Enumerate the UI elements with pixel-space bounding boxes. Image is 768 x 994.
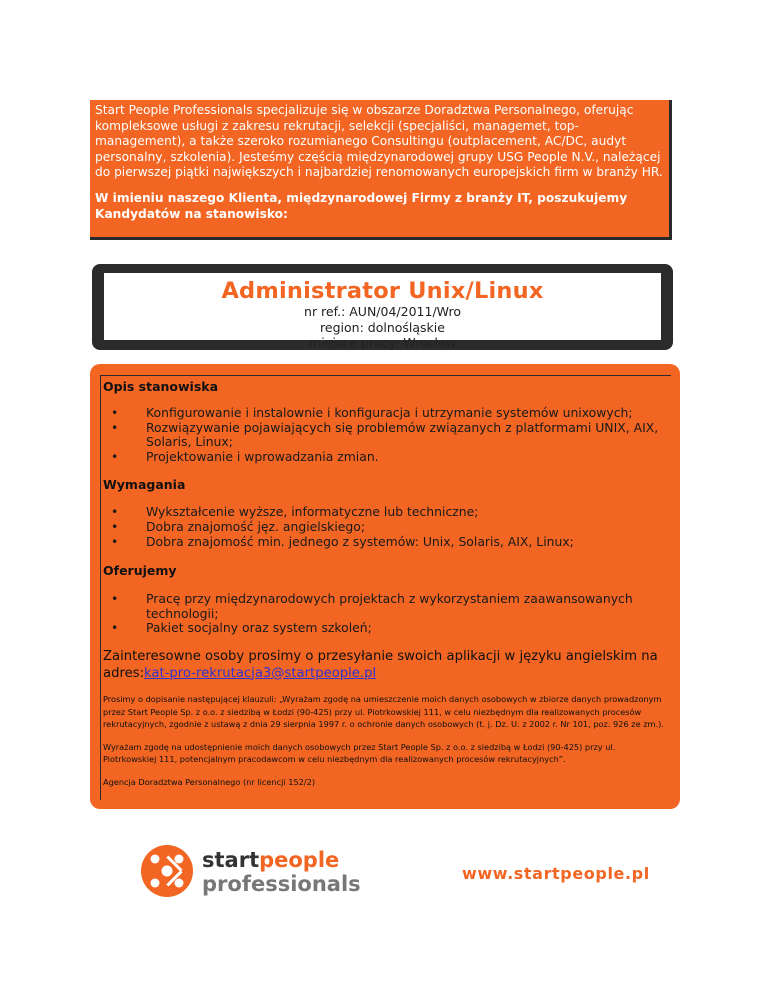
start-people-logo: [140, 843, 380, 899]
logo-word-professionals: professionals: [202, 872, 361, 896]
consent-clause-2: Wyrażam zgodę na udostępnienie moich danych osobowych przez Start People Sp. z o.o. z siedzibą w Łodzi (90-425) przy ul. Piotrkowskiej 111, potencjalnym pracodawcom w celu niezbędnym dla realizowanych procesów rekrutacyjnych”.: [103, 741, 616, 765]
job-title: Administrator Unix/Linux: [221, 278, 544, 304]
job-place: miejsce pracy: Wrocław: [309, 335, 456, 350]
list-item: • Dobra znajomość jęz. angielskiego;: [101, 520, 671, 535]
job-details-content: [100, 375, 671, 800]
section-heading-offer: Oferujemy: [103, 563, 177, 579]
section-heading-requirements: Wymagania: [103, 477, 186, 493]
list-item: • Pakiet socjalny oraz system szkoleń;: [101, 621, 671, 636]
company-intro-box: [90, 100, 672, 240]
description-list: [101, 406, 671, 464]
start-people-logo-icon: [140, 843, 380, 899]
list-item: • Wykształcenie wyższe, informatyczne lub techniczne;: [101, 505, 671, 520]
section-heading-description: Opis stanowiska: [103, 379, 219, 394]
consent-clause-1: Prosimy o dopisanie następującej klauzuli: „Wyrażam zgodę na umieszczenie moich danych osobowych w zbiorze danych prowadzonym przez Start People Sp. z o.o. z siedzibą w Łodzi (90-425) przy ul. Piotrkowskiej 111, w celu niezbędnym dla realizowanych procesów rekrutacyjnych, zgodnie z ustawą z dnia 29 sierpnia 1997 r. o ochronie danych osobowych (t. j. Dz. U. z 2002 r. Nr 101, poz. 926 ze zm.).: [103, 694, 664, 730]
offer-list: [101, 592, 671, 636]
company-intro-text: Start People Professionals specjalizuje się w obszarze Doradztwa Personalnego, oferując kompleksowe usługi z zakresu rekrutacji, selekcji (specjaliści, managemet, top-management), a także szeroko rozumianego Consultingu (outplacement, AC/DC, audyt personalny, szkolenia). Jesteśmy częścią międzynarodowej grupy USG People N.V., należącej do pierwszej piątki największych i najbardziej renomowanych europejskich firm w branży HR.: [95, 103, 663, 180]
contact-paragraph: [101, 649, 671, 682]
job-ref: nr ref.: AUN/04/2011/Wro: [304, 304, 461, 319]
job-region: region: dolnośląskie: [320, 319, 445, 335]
list-item: • Dobra znajomość min. jednego z systemów: Unix, Solaris, AIX, Linux;: [101, 535, 671, 550]
list-item: • Pracę przy międzynarodowych projektach z wykorzystaniem zaawansowanych technologii;: [101, 592, 671, 621]
logo-word-startpeople: startpeople: [202, 848, 340, 872]
job-title-box: [90, 262, 677, 354]
job-title-frame: [92, 264, 673, 350]
client-search-statement: W imieniu naszego Klienta, międzynarodowej Firmy z branży IT, poszukujemy Kandydatów na stanowisko:: [95, 190, 628, 221]
job-title-panel: [102, 271, 663, 350]
agency-license: Agencja Doradztwa Personalnego (nr licencji 152/2): [103, 776, 316, 787]
list-item: • Rozwiązywanie pojawiających się problemów związanych z platformami UNIX, AIX, Solaris, Linux;: [101, 421, 671, 450]
job-details-box: [90, 364, 680, 809]
list-item: • Projektowanie i wprowadzania zmian.: [101, 450, 671, 465]
contact-email-link[interactable]: kat-pro-rekrutacja3@startpeople.pl: [144, 665, 377, 681]
list-item: • Konfigurowanie i instalownie i konfiguracja i utrzymanie systemów unixowych;: [101, 406, 671, 421]
requirements-list: [101, 505, 671, 549]
website-url: www.startpeople.pl: [462, 864, 650, 883]
contact-text: Zainteresowne osoby prosimy o przesyłanie swoich aplikacji w języku angielskim na adres:: [103, 648, 658, 681]
